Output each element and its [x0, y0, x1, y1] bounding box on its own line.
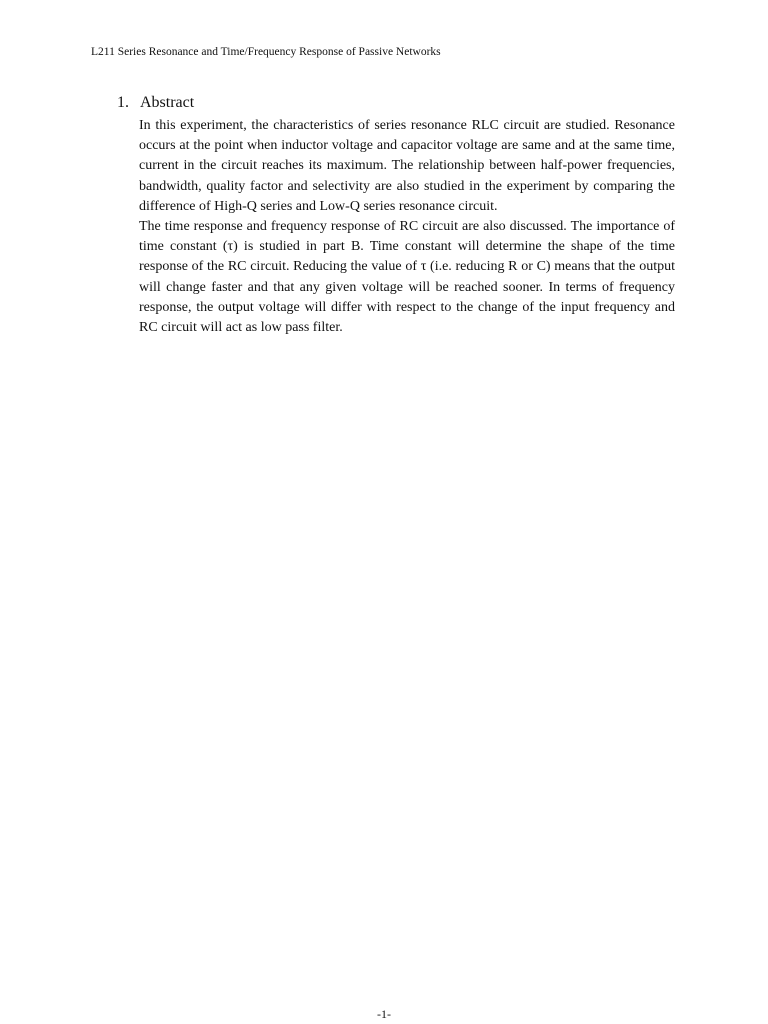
section-number: 1. [117, 94, 129, 111]
section-heading [117, 93, 194, 113]
running-header: L211 Series Resonance and Time/Frequency Response of Passive Networks [91, 46, 441, 58]
abstract-paragraph-1: In this experiment, the characteristics of series resonance RLC circuit are studied. Resonance occurs at the point when inductor voltage and capacitor voltage are same and at the same time, current in the circuit reaches its maximum. The relationship between half-power frequencies, bandwidth, quality factor and selectivity are also studied in the experiment by comparing the difference of High-Q series and Low-Q series resonance circuit. [139, 118, 675, 214]
abstract-paragraph-2: The time response and frequency response of RC circuit are also discussed. The importance of time constant (τ) is studied in part B. Time constant will determine the shape of the time response of the RC circuit. Reducing the value of τ (i.e. reducing R or C) means that the output will change faster and that any given voltage will be reached sooner. In terms of frequency response, the output voltage will differ with respect to the change of the input frequency and RC circuit will act as low pass filter. [139, 219, 675, 336]
abstract-body [139, 116, 675, 338]
page-number: -1- [377, 1007, 391, 1021]
section-title: Abstract [140, 94, 195, 111]
